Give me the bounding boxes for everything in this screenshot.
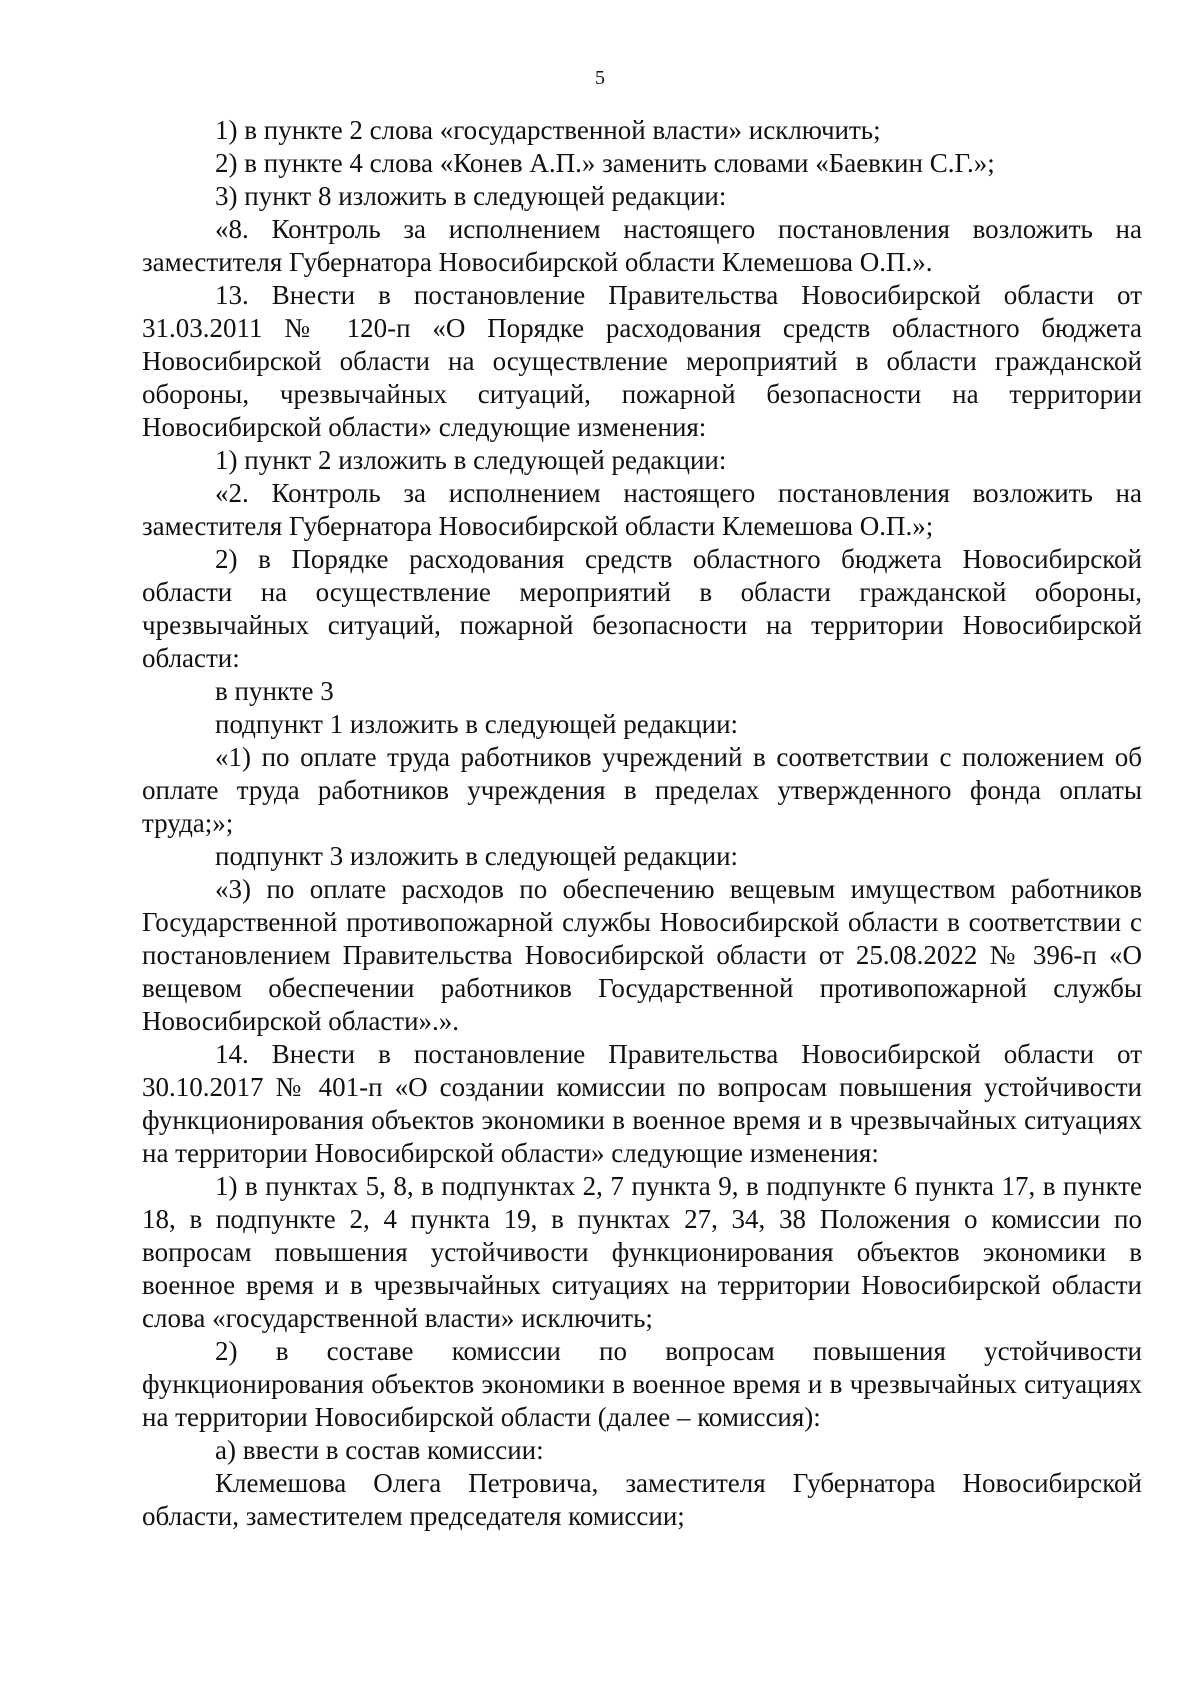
paragraph-item-1: 1) в пункте 2 слова «государственной власти» исключить; [215, 115, 881, 145]
paragraph-in-point-3: в пункте 3 [215, 676, 334, 706]
paragraph-item-14-2-a: а) ввести в состав комиссии: [215, 1435, 544, 1465]
page-number: 5 [595, 67, 605, 89]
paragraph-quote-2: «2. Контроль за исполнением настоящего постановления возложить на заместителя Губернатора Новосибирской области Клемешова О.П.»; [142, 478, 1142, 541]
paragraph-item-13: 13. Внести в постановление Правительства Новосибирской области от 31.03.2011 № 120-п «О Порядке расходования средств областного бюджета Новосибирской области на осуществление мероприятий в области гражданской обороны, чрезвычайных ситуаций, пожарной безопасности на территории Новосибирской области» следующие изменения: [142, 280, 1142, 442]
paragraph-quote-subpoint-1: «1) по оплате труда работников учреждений в соответствии с положением об оплате труда работников учреждения в пределах утвержденного фонда оплаты труда;»; [142, 742, 1142, 838]
paragraph-item-14-1: 1) в пунктах 5, 8, в подпунктах 2, 7 пункта 9, в подпункте 6 пункта 17, в пункте 18, в подпункте 2, 4 пункта 19, в пунктах 27, 34, 38 Положения о комиссии по вопросам повышения устойчивости функционирования объектов экономики в военное время и в чрезвычайных ситуациях на территории Новосибирской области слова «государственной власти» исключить; [142, 1171, 1142, 1333]
paragraph-subpoint-1-intro: подпункт 1 изложить в следующей редакции: [215, 709, 739, 739]
paragraph-klemeshov: Клемешова Олега Петровича, заместителя Губернатора Новосибирской области, заместителем председателя комиссии; [142, 1468, 1142, 1531]
paragraph-item-2: 2) в пункте 4 слова «Конев А.П.» заменить словами «Баевкин С.Г.»; [215, 148, 995, 178]
paragraph-item-13-1: 1) пункт 2 изложить в следующей редакции: [215, 445, 727, 475]
paragraph-item-13-2: 2) в Порядке расходования средств областного бюджета Новосибирской области на осуществление мероприятий в области гражданской обороны, чрезвычайных ситуаций, пожарной безопасности на территории Новосибирской области: [142, 544, 1142, 673]
paragraph-quote-subpoint-3: «3) по оплате расходов по обеспечению вещевым имуществом работников Государственной противопожарной службы Новосибирской области в соответствии с постановлением Правительства Новосибирской области от 25.08.2022 № 396-п «О вещевом обеспечении работников Государственной противопожарной службы Новосибирской области».». [142, 874, 1142, 1036]
paragraph-item-3: 3) пункт 8 изложить в следующей редакции: [215, 181, 727, 211]
paragraph-subpoint-3-intro: подпункт 3 изложить в следующей редакции: [215, 841, 739, 871]
paragraph-quote-8: «8. Контроль за исполнением настоящего постановления возложить на заместителя Губернатора Новосибирской области Клемешова О.П.». [142, 214, 1142, 277]
paragraph-item-14-2: 2) в составе комиссии по вопросам повышения устойчивости функционирования объектов экономики в военное время и в чрезвычайных ситуациях на территории Новосибирской области (далее – комиссия): [142, 1336, 1142, 1432]
document-body [142, 114, 1142, 1533]
paragraph-item-14: 14. Внести в постановление Правительства Новосибирской области от 30.10.2017 № 401-п «О создании комиссии по вопросам повышения устойчивости функционирования объектов экономики в военное время и в чрезвычайных ситуациях на территории Новосибирской области» следующие изменения: [142, 1039, 1142, 1168]
